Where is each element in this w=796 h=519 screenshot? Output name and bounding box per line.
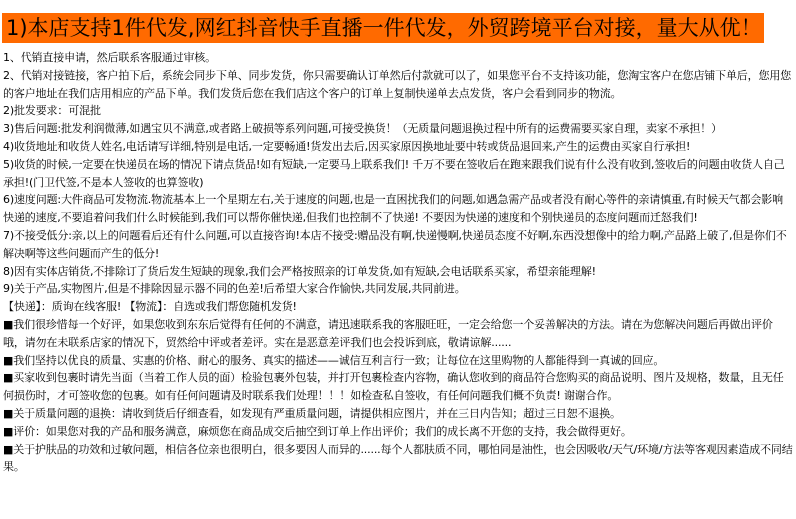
policy-line-10: 9)关于产品,实物图片,但是不排除因显示器不同的色差!后希望大家合作愉快,共同发展,共同前进。 [3,282,466,296]
policy-line-16: ■评价：如果您对我的产品和服务满意，麻烦您在商品成交后抽空到订单上作出评价；我们的成长离不开您的支持，我会做得更好。 [3,424,632,438]
policy-line-2: 2、代销对接链接，客户拍下后，系统会同步下单、同步发货，你只需要确认订单然后付款就可以了，如果您平台不支持该功能，您淘宝客户在您店铺下单后，您用您的客户地址在我们店用相应的产品下单。我们发货后您在我们店这个客户的订单上复制快递单去点发货，客户会看到同步的物流。 [3,68,792,100]
policy-line-17: ■关于护肤品的功效和过敏问题，相信各位亲也很明白，很多要因人而异的......每个人都肤质不同，哪怕同是油性，也会因吸收/天气/环境/方法等客观因素造成不同结果。 [3,442,793,474]
policy-line-6: 5)收货的时候,一定要在快递员在场的情况下请点货品!如有短缺,一定要马上联系我们! 千万不要在签收后在跑来跟我们说有什么没有收到,签收后的问题由收货人自己承担!(门卫代签,不是本人签收的也算签收) [3,157,785,189]
policy-line-9: 8)因有实体店销货,不排除订了货后发生短缺的现象,我们会严格按照亲的订单发货,如有短缺,会电话联系买家，希望亲能理解! [3,264,596,278]
policy-line-7: 6)速度问题:大件商品可发物流.物流基本上一个星期左右,关于速度的问题,也是一直困扰我们的问题,如遇急需产品或者没有耐心等件的亲请慎重,有时候天气都会影响快递的速度,不要追着问我们什么时候能到,我们可以帮你催快递,但我们也控制不了快递! 不要因为快递的速度和个别快递员的态度问题而迁怒我们! [3,193,783,225]
policy-line-3: 2)批发要求：可混批 [3,104,101,118]
policy-line-8: 7)不接受低分:亲,以上的问题看后还有什么问题,可以直接咨询!本店不接受:赠品没有啊,快递慢啊,快递员态度不好啊,东西没想像中的给力啊,产品路上破了,但是你们不解决啊等这些问题而产生的低分! [3,228,787,260]
policy-line-14: ■买家收到包裹时请先当面（当着工作人员的面）检验包裹外包装，并打开包裹检查内容物，确认您收到的商品符合您购买的商品说明、图片及规格，数量，且无任何损伤时，才可签收您的包裹。如有任何问题请及时联系我们处理！！！如检查私自签收，有任何问题我们概不负责! 谢谢合作。 [3,371,784,403]
policy-line-5: 4)收货地址和收货人姓名,电话请写详细,特别是电话,一定要畅通!货发出去后,因买家原因换地址要中转或货品退回来,产生的运费由买家自行承担! [3,139,691,153]
banner-title: 1)本店支持1件代发,网红抖音快手直播一件代发，外贸跨境平台对接，量大从优！ [2,13,764,43]
policy-line-1: 1、代销直接申请，然后联系客服通过审核。 [3,51,216,64]
policy-line-15: ■关于质量问题的退换：请收到货后仔细查看，如发现有严重质量问题，请提供相应图片，并在三日内告知；超过三日恕不退换。 [3,406,621,420]
policy-text [3,49,793,476]
policy-line-11: 【快递】：质询在线客服! 【物流】：自选或我们帮您随机发货! [3,300,297,314]
policy-line-4: 3)售后问题:批发利润微薄,如遇宝贝不满意,或者路上破损等系列问题,可接受换货！（无质量问题退换过程中所有的运费需要买家自理，卖家不承担！） [3,122,722,136]
policy-line-13: ■我们坚持以优良的质量、实惠的价格、耐心的服务、真实的描述——诚信互利言行一致；让每位在这里购物的人都能得到一真诚的回应。 [3,353,665,367]
policy-line-12: ■我们很珍惜每一个好评，如果您收到东东后觉得有任何的不满意，请迅速联系我的客服旺旺，一定会给您一个妥善解决的方法。请在为您解决问题后再做出评价哦，请勿在未联系店家的情况下，贸然给中评或者差评。实在是恶意差评我们也会投诉到底，敬请谅解...... [3,317,773,349]
